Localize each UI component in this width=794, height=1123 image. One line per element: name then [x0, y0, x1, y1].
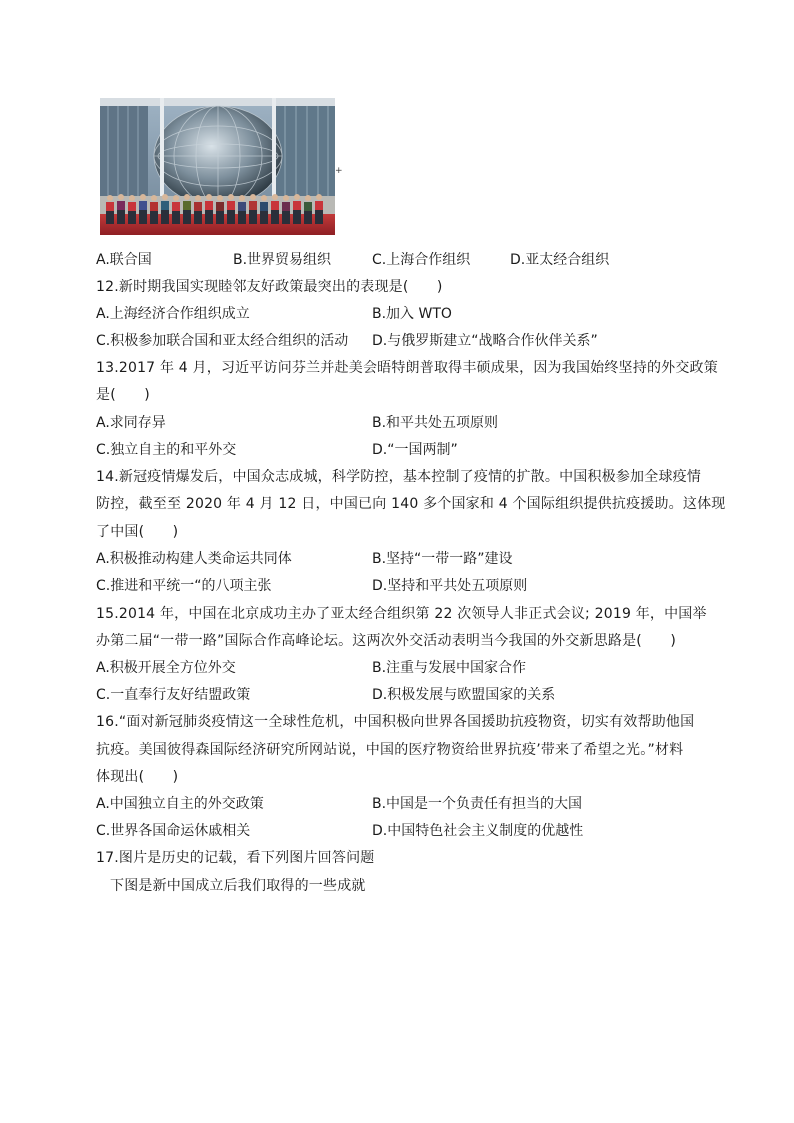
q16-option-a[interactable]: A.中国独立自主的外交政策 [96, 796, 264, 812]
q12-option-d[interactable]: D.与俄罗斯建立“战略合作伙伴关系” [372, 333, 598, 349]
q17-stem: 17.图片是历史的记载，看下列图片回答问题 [96, 850, 375, 866]
q14-option-a[interactable]: A.积极推动构建人类命运共同体 [96, 551, 292, 567]
q14-options-row2 [96, 576, 656, 596]
q12-options-row1 [96, 304, 656, 324]
q11-option-c[interactable]: C.上海合作组织 [372, 252, 471, 268]
q14-stem-line2: 防控，截至至 2020 年 4 月 12 日，中国已向 140 多个国家和 4 个国际组织提供抗疫援助。这体现 [96, 496, 726, 512]
apec-leaders-photo [100, 98, 335, 235]
q16-options-row1 [96, 794, 656, 814]
q15-stem-line1: 15.2014 年，中国在北京成功主办了亚太经合组织第 22 次领导人非正式会议; 2019 年，中国举 [96, 606, 707, 622]
q14-options-row1 [96, 549, 656, 569]
text-cursor-mark: + [335, 166, 343, 176]
q16-option-b[interactable]: B.中国是一个负责任有担当的大国 [372, 796, 583, 812]
q14-stem-line1: 14.新冠疫情爆发后，中国众志成城，科学防控，基本控制了疫情的扩散。中国积极参加全球疫情 [96, 469, 702, 485]
q11-options [96, 250, 656, 270]
q15-option-a[interactable]: A.积极开展全方位外交 [96, 660, 236, 676]
q11-option-d[interactable]: D.亚太经合组织 [510, 252, 610, 268]
q13-stem-line2: 是( ) [96, 387, 150, 403]
q16-option-c[interactable]: C.世界各国命运休戚相关 [96, 823, 251, 839]
q15-option-d[interactable]: D.积极发展与欧盟国家的关系 [372, 687, 556, 703]
q15-option-b[interactable]: B.注重与发展中国家合作 [372, 660, 527, 676]
q12-options-row2 [96, 331, 656, 351]
q13-options-row2 [96, 440, 656, 460]
q16-stem-line1: 16.“面对新冠肺炎疫情这一全球性危机，中国积极向世界各国援助抗疫物资，切实有效帮助他国 [96, 714, 695, 730]
q11-option-a[interactable]: A.联合国 [96, 252, 152, 268]
q16-stem-line3: 体现出( ) [96, 769, 179, 785]
q14-option-d[interactable]: D.坚持和平共处五项原则 [372, 578, 528, 594]
q12-stem: 12.新时期我国实现睦邻友好政策最突出的表现是( ) [96, 279, 443, 295]
q13-stem-line1: 13.2017 年 4 月，习近平访问芬兰并赴美会晤特朗普取得丰硕成果，因为我国始终坚持的外交政策 [96, 360, 718, 376]
q13-option-c[interactable]: C.独立自主的和平外交 [96, 442, 237, 458]
q12-option-c[interactable]: C.积极参加联合国和亚太经合组织的活动 [96, 333, 349, 349]
q14-option-b[interactable]: B.坚持“一带一路”建设 [372, 551, 513, 567]
q16-options-row2 [96, 821, 656, 841]
q11-option-b[interactable]: B.世界贸易组织 [233, 252, 332, 268]
q14-stem-line3: 了中国( ) [96, 524, 179, 540]
q15-stem-line2: 办第二届“一带一路”国际合作高峰论坛。这两次外交活动表明当今我国的外交新思路是( ) [96, 633, 677, 649]
q13-options-row1 [96, 413, 656, 433]
q13-option-a[interactable]: A.求同存异 [96, 415, 166, 431]
q16-option-d[interactable]: D.中国特色社会主义制度的优越性 [372, 823, 584, 839]
q16-stem-line2: 抗疫。美国彼得森国际经济研究所网站说，中国的医疗物资给世界抗疫’带来了希望之光。”材料 [96, 742, 684, 758]
q15-option-c[interactable]: C.一直奉行友好结盟政策 [96, 687, 251, 703]
q13-option-d[interactable]: D.“一国两制” [372, 442, 458, 458]
q17-sub-text: 下图是新中国成立后我们取得的一些成就 [110, 878, 366, 894]
q14-option-c[interactable]: C.推进和平统一“的八项主张 [96, 578, 272, 594]
q15-options-row2 [96, 685, 656, 705]
q13-option-b[interactable]: B.和平共处五项原则 [372, 415, 499, 431]
q12-option-a[interactable]: A.上海经济合作组织成立 [96, 306, 250, 322]
q15-options-row1 [96, 658, 656, 678]
q12-option-b[interactable]: B.加入 WTO [372, 306, 452, 322]
